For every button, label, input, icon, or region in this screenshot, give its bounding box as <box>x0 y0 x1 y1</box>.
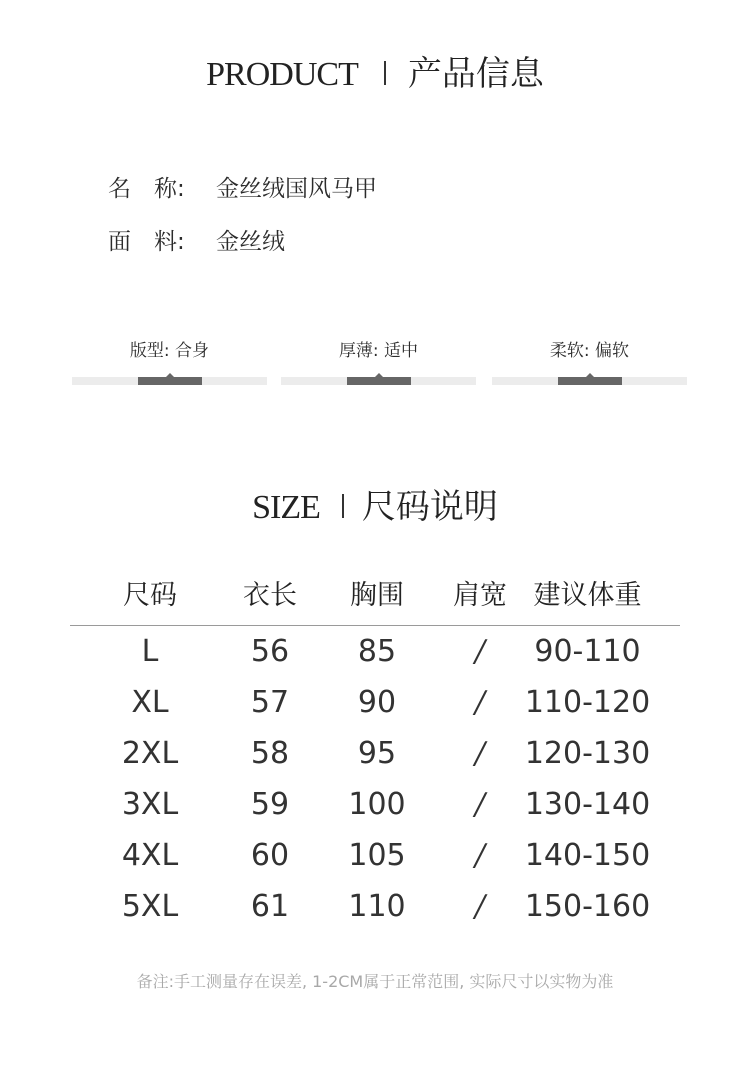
header-size: 尺码 <box>123 580 177 611</box>
header-shoulder: 肩宽 <box>453 580 507 611</box>
table-row <box>70 728 680 779</box>
cell-size: XL <box>131 685 169 720</box>
cell-weight: 110-120 <box>524 685 651 720</box>
cell-weight: 150-160 <box>524 889 651 924</box>
meter-thickness <box>281 340 476 390</box>
title-separator <box>384 61 386 85</box>
cell-weight: 90-110 <box>534 634 641 669</box>
size-section-title <box>0 487 750 528</box>
cell-shoulder: / <box>474 736 486 771</box>
cell-size: L <box>141 634 159 669</box>
product-title-en: PRODUCT <box>206 56 358 93</box>
cell-length: 60 <box>250 838 290 873</box>
header-divider <box>70 625 680 626</box>
header-weight: 建议体重 <box>533 580 642 611</box>
cell-chest: 95 <box>357 736 397 771</box>
cell-chest: 110 <box>348 889 406 924</box>
cell-length: 57 <box>250 685 290 720</box>
meter-label-softness: 柔软: 偏软 <box>549 341 630 361</box>
info-value-fabric: 金丝绒 <box>216 229 285 255</box>
table-row <box>70 779 680 830</box>
product-section-title <box>0 54 750 95</box>
cell-size: 3XL <box>121 787 179 822</box>
cell-size: 4XL <box>121 838 179 873</box>
info-row-fabric <box>108 227 285 257</box>
meter-notch <box>165 373 175 378</box>
cell-length: 61 <box>250 889 290 924</box>
info-label-name: 名 称: <box>108 176 185 202</box>
size-table-body <box>70 626 680 932</box>
measurement-note: 备注:手工测量存在误差, 1-2CM属于正常范围, 实际尺寸以实物为准 <box>136 972 614 991</box>
header-chest: 胸围 <box>350 580 404 611</box>
meter-label-thickness: 厚薄: 适中 <box>338 341 419 361</box>
info-value-name: 金丝绒国风马甲 <box>216 176 377 202</box>
cell-weight: 140-150 <box>524 838 651 873</box>
meter-fill <box>138 377 202 385</box>
meter-notch <box>374 373 384 378</box>
cell-length: 56 <box>250 634 290 669</box>
size-table-header <box>70 570 680 626</box>
meter-fill <box>347 377 411 385</box>
cell-size: 5XL <box>121 889 179 924</box>
meter-label-fit: 版型: 合身 <box>129 341 210 361</box>
meter-notch <box>585 373 595 378</box>
table-row <box>70 626 680 677</box>
cell-shoulder: / <box>474 787 486 822</box>
cell-chest: 100 <box>348 787 406 822</box>
cell-chest: 90 <box>357 685 397 720</box>
meter-fit <box>72 340 267 390</box>
table-row <box>70 881 680 932</box>
cell-weight: 130-140 <box>524 787 651 822</box>
product-title-cn: 产品信息 <box>407 54 544 94</box>
info-label-fabric: 面 料: <box>108 229 185 255</box>
info-row-name <box>108 174 377 204</box>
cell-length: 59 <box>250 787 290 822</box>
table-row <box>70 830 680 881</box>
cell-length: 58 <box>250 736 290 771</box>
size-title-cn: 尺码说明 <box>361 487 498 527</box>
cell-shoulder: / <box>474 838 486 873</box>
cell-shoulder: / <box>474 634 486 669</box>
cell-chest: 105 <box>348 838 406 873</box>
cell-chest: 85 <box>357 634 397 669</box>
size-title-en: SIZE <box>252 489 320 526</box>
cell-weight: 120-130 <box>524 736 651 771</box>
title-separator <box>342 494 344 518</box>
cell-shoulder: / <box>474 685 486 720</box>
cell-shoulder: / <box>474 889 486 924</box>
meter-softness <box>492 340 687 390</box>
table-row <box>70 677 680 728</box>
cell-size: 2XL <box>121 736 179 771</box>
meter-fill <box>558 377 622 385</box>
header-length: 衣长 <box>243 580 297 611</box>
